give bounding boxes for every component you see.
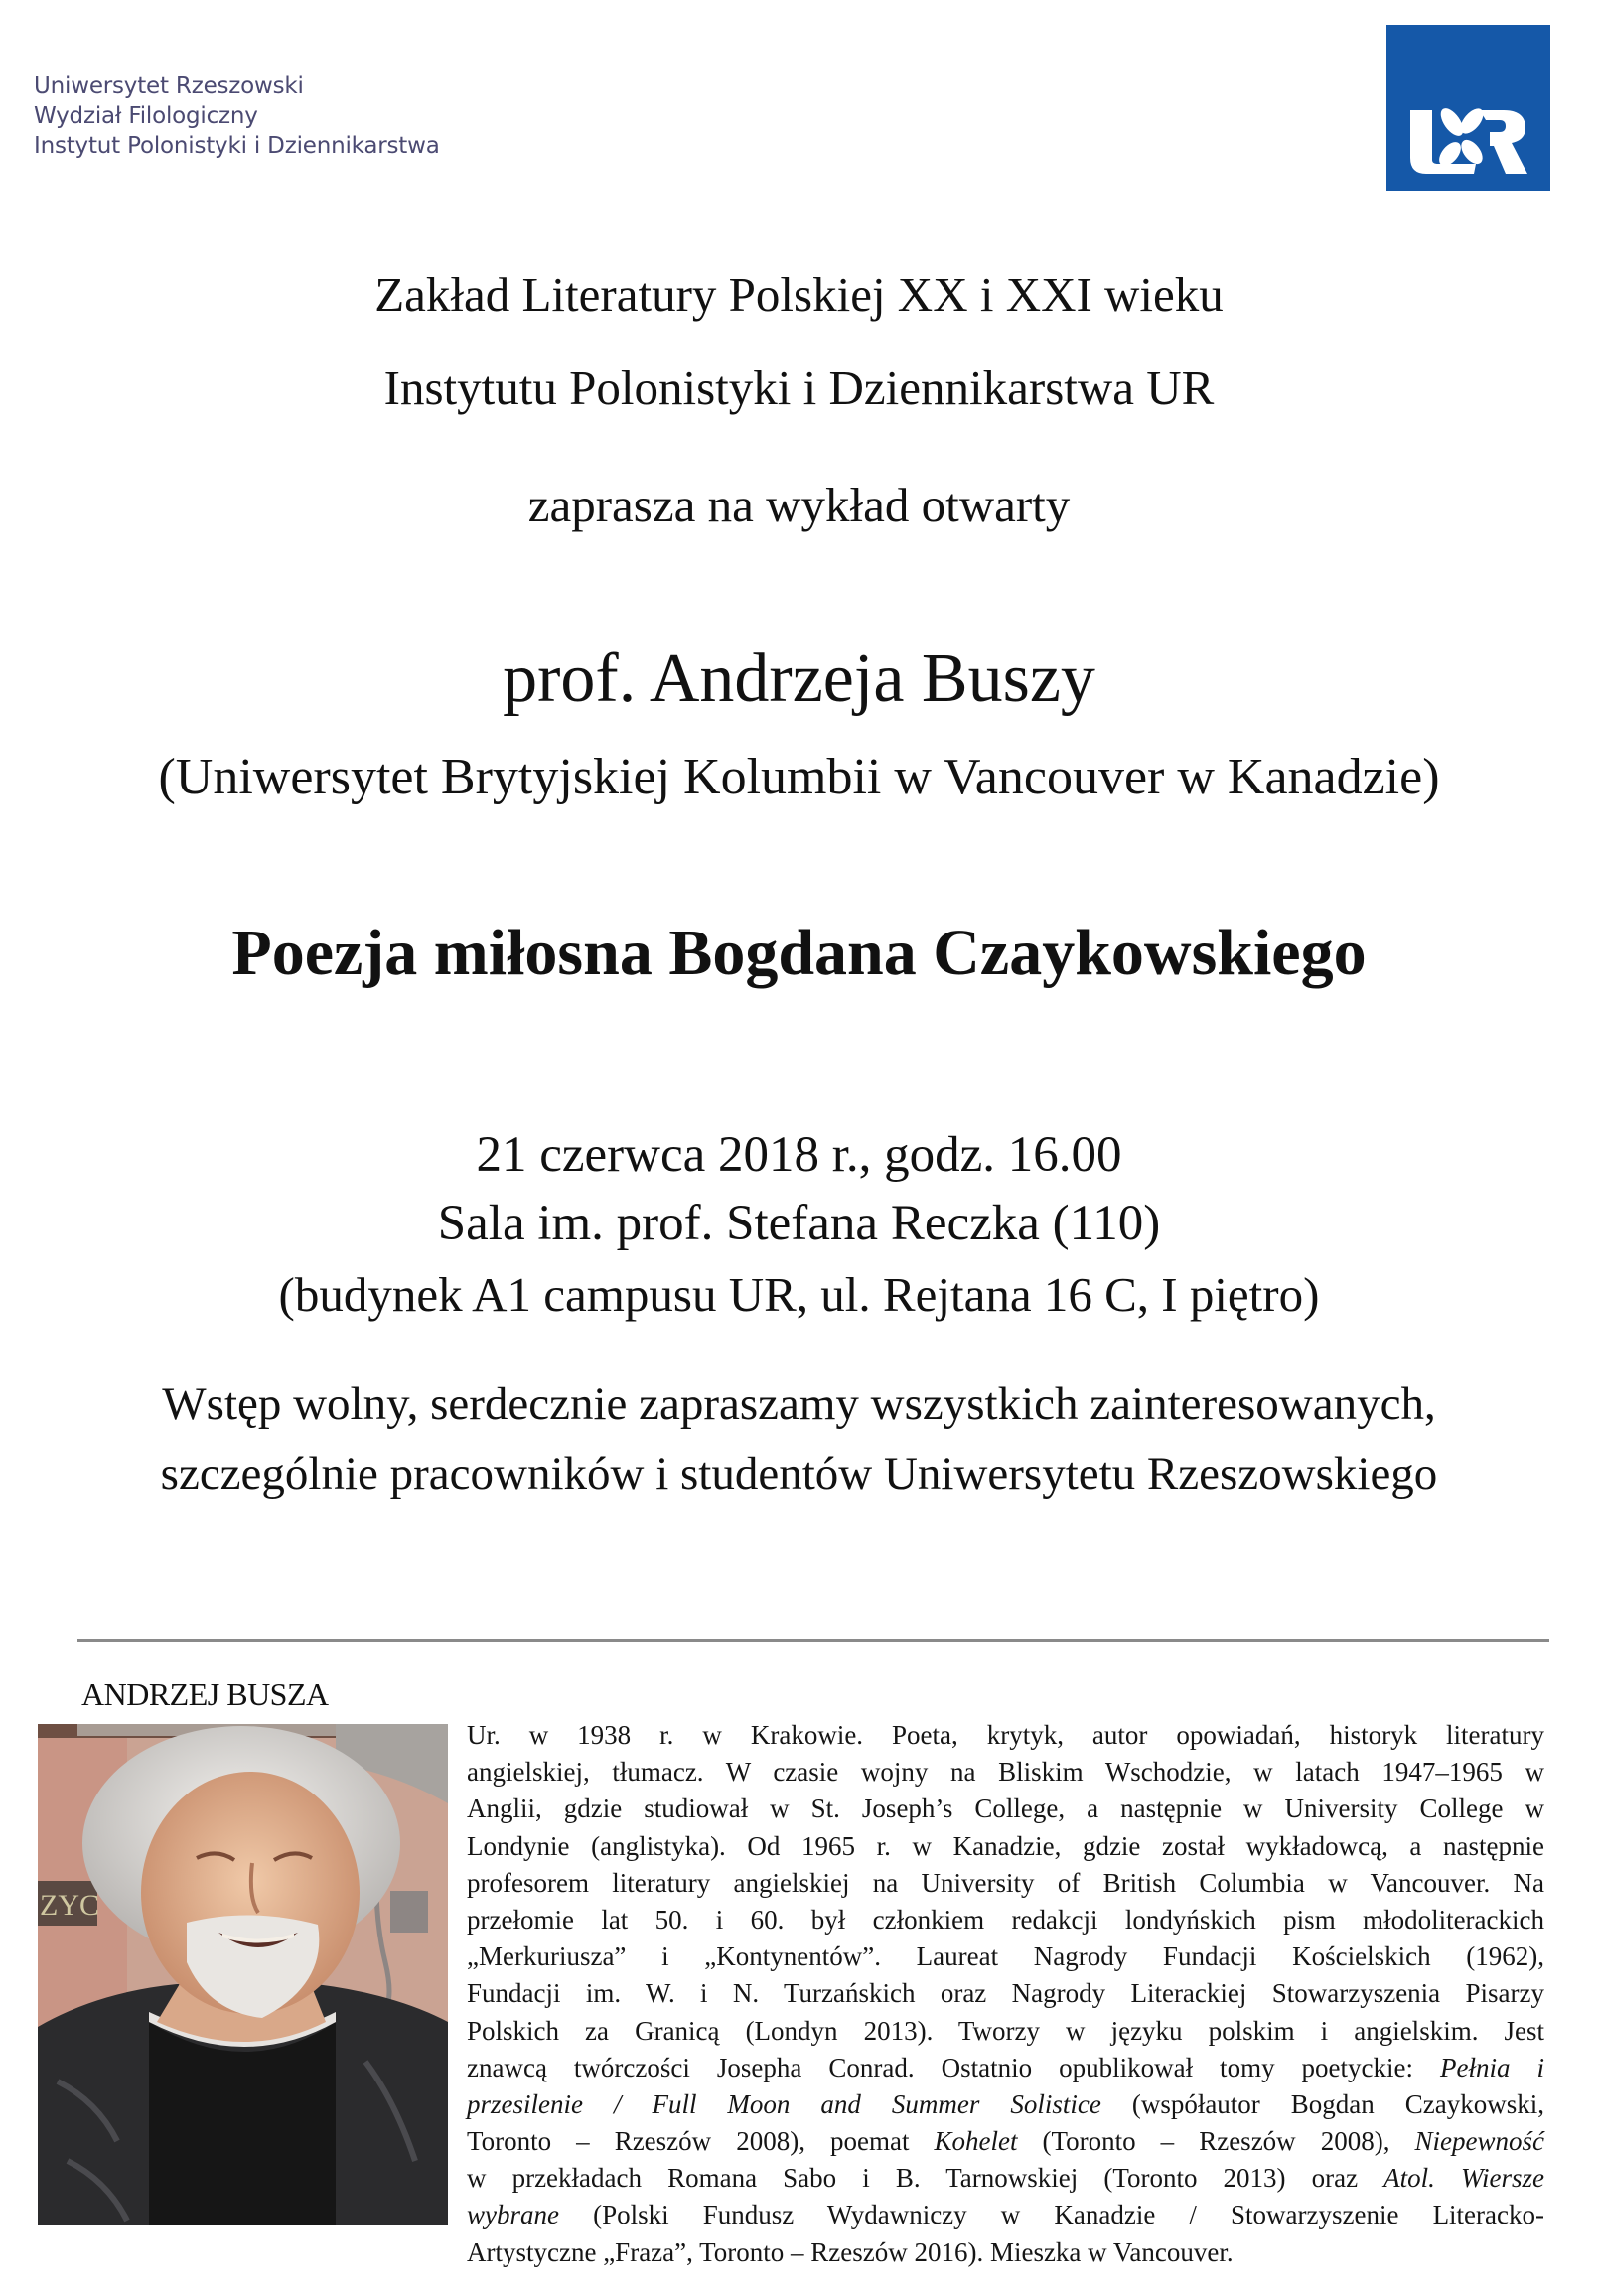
faculty-name: Wydział Filologiczny xyxy=(34,103,258,129)
bio-text-segment: przełomie lat 50. i 60. był członkiem redakcji londyńskich pism młodoliterackich xyxy=(467,1904,1544,1935)
speaker-photo xyxy=(38,1724,448,2225)
bio-text-segment: Fundacji im. W. i N. Turzańskich oraz Nagrody Literackiej Stowarzyszenia Pisarzy xyxy=(467,1978,1544,2009)
bio-heading: ANDRZEJ BUSZA xyxy=(81,1676,329,1712)
svg-text:ZYC: ZYC xyxy=(40,1889,99,1922)
bio-text xyxy=(467,1717,1544,2271)
bio-line xyxy=(467,2234,1544,2271)
invitation-text: zaprasza na wykład otwarty xyxy=(527,478,1071,532)
bio-italic-title: Pełnia i xyxy=(1440,2052,1544,2082)
university-name: Uniwersytet Rzeszowski xyxy=(34,73,304,99)
bio-italic-title: Niepewność xyxy=(1414,2126,1544,2157)
bio-line xyxy=(467,2086,1544,2123)
bio-line xyxy=(467,2013,1544,2050)
speaker-name: prof. Andrzeja Buszy xyxy=(503,641,1095,717)
bio-text-segment: Ur. w 1938 r. w Krakowie. Poeta, krytyk, autor opowiadań, historyk literatury xyxy=(467,1720,1544,1750)
bio-text-segment: Anglii, gdzie studiował w St. Joseph’s College, a następnie w University College w xyxy=(467,1794,1544,1824)
bio-text-segment: Artystyczne „Fraza”, Toronto – Rzeszów 2016). Mieszka w Vancouver. xyxy=(467,2236,1234,2267)
bio-line xyxy=(467,1938,1544,1975)
institute-name: Instytut Polonistyki i Dziennikarstwa xyxy=(34,133,440,159)
welcome-line-2: szczególnie pracowników i studentów Uniwersytetu Rzeszowskiego xyxy=(160,1448,1438,1500)
bio-line xyxy=(467,2197,1544,2233)
event-building: (budynek A1 campusu UR, ul. Rejtana 16 C, I piętro) xyxy=(278,1267,1320,1322)
bio-text-segment: Polskich za Granicą (Londyn 2013). Tworzy w języku polskim i angielskim. Jest xyxy=(467,2015,1544,2046)
speaker-portrait-icon xyxy=(38,1724,448,2225)
bio-text-segment: znawcą twórczości Josepha Conrad. Ostatnio opublikował tomy poetyckie: xyxy=(467,2052,1441,2082)
event-date-time: 21 czerwca 2018 r., godz. 16.00 xyxy=(476,1127,1122,1183)
bio-italic-title: przesilenie / Full Moon and Summer Solistice xyxy=(467,2088,1101,2119)
bio-line xyxy=(467,1902,1544,1938)
bio-line xyxy=(467,1754,1544,1791)
bio-line xyxy=(467,1791,1544,1827)
bio-text-segment: profesorem literatury angielskiej na University of British Columbia w Vancouver. Na xyxy=(467,1867,1544,1898)
lecture-title: Poezja miłosna Bogdana Czaykowskiego xyxy=(231,917,1367,989)
speaker-affiliation: (Uniwersytet Brytyjskiej Kolumbii w Vancouver w Kanadzie) xyxy=(158,749,1440,805)
bio-italic-title: Kohelet xyxy=(934,2126,1018,2157)
university-logo-icon xyxy=(1386,25,1550,191)
bio-italic-title: Atol. Wiersze xyxy=(1383,2163,1544,2194)
bio-text-segment: angielskiej, tłumacz. W czasie wojny na Bliskim Wschodzie, w latach 1947–1965 w xyxy=(467,1757,1544,1788)
bio-text-segment: Londynie (anglistyka). Od 1965 r. w Kanadzie, gdzie został wykładowcą, a następnie xyxy=(467,1830,1544,1861)
bio-line xyxy=(467,2123,1544,2160)
bio-line xyxy=(467,1828,1544,1865)
section-divider xyxy=(77,1639,1549,1642)
welcome-line-1: Wstęp wolny, serdecznie zapraszamy wszystkich zainteresowanych, xyxy=(162,1378,1436,1430)
organizer-line-1: Zakład Literatury Polskiej XX i XXI wieku xyxy=(374,267,1224,322)
institution-header xyxy=(34,72,440,161)
ur-logo-icon xyxy=(1386,25,1550,191)
organizer-line-2: Instytutu Polonistyki i Dziennikarstwa UR xyxy=(383,360,1215,415)
bio-line xyxy=(467,2050,1544,2086)
bio-line xyxy=(467,1865,1544,1902)
bio-line xyxy=(467,1717,1544,1754)
bio-line xyxy=(467,2160,1544,2197)
bio-line xyxy=(467,1975,1544,2012)
bio-italic-title: wybrane xyxy=(467,2200,559,2230)
bio-text-segment: (współautor Bogdan Czaykowski, xyxy=(1100,2088,1544,2119)
bio-text-segment: Toronto – Rzeszów 2008), poemat xyxy=(467,2126,935,2157)
bio-text-segment: „Merkuriusza” i „Kontynentów”. Laureat Nagrody Fundacji Kościelskich (1962), xyxy=(467,1941,1544,1972)
bio-text-segment: (Polski Fundusz Wydawniczy w Kanadzie / Stowarzyszenie Literacko- xyxy=(558,2200,1544,2230)
bio-text-segment: w przekładach Romana Sabo i B. Tarnowskiej (Toronto 2013) oraz xyxy=(467,2163,1384,2194)
event-room: Sala im. prof. Stefana Reczka (110) xyxy=(437,1196,1161,1251)
bio-text-segment: (Toronto – Rzeszów 2008), xyxy=(1017,2126,1415,2157)
